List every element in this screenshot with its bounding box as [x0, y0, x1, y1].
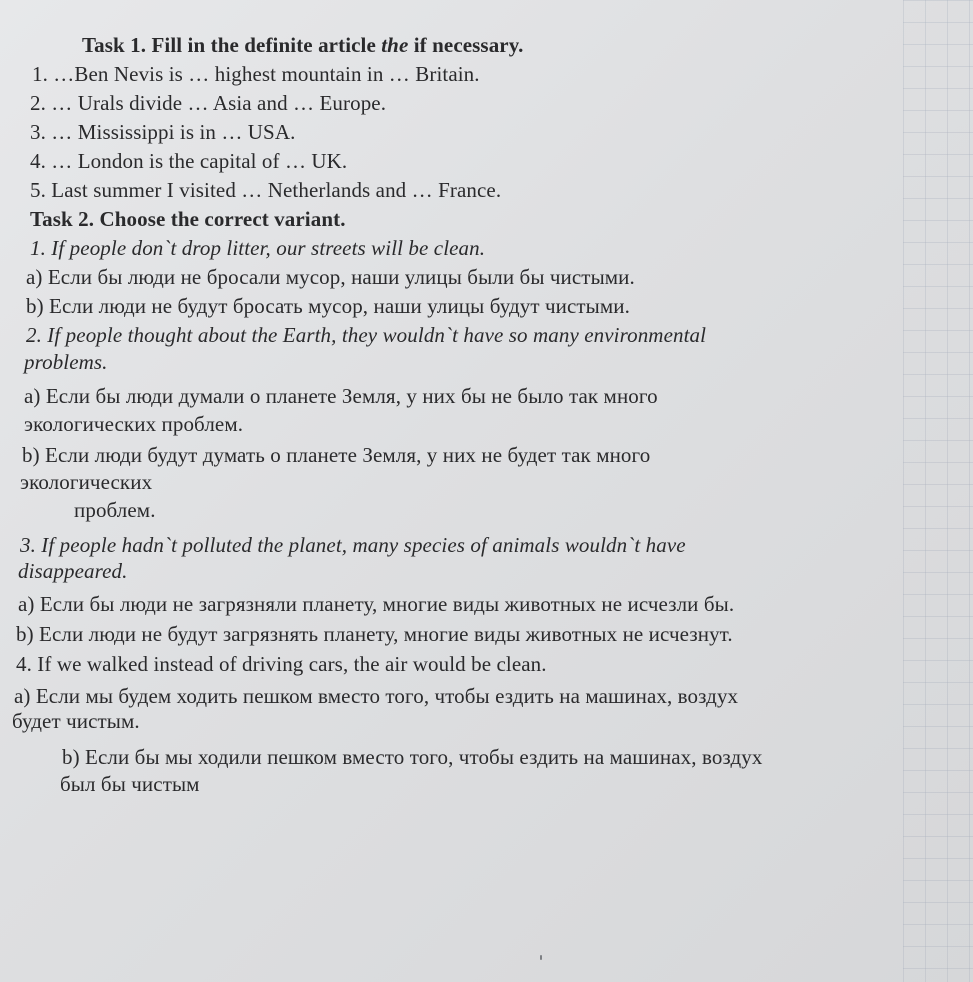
task1-item-5: 5. Last summer I visited … Netherlands and … France. [30, 178, 502, 202]
task2-q3-option-a: a) Если бы люди не загрязняли планету, многие виды животных не исчезли бы. [18, 592, 735, 616]
task1-title-prefix: Task 1. Fill in the definite article [82, 33, 382, 57]
task2-q2-option-b-line2: экологических [20, 470, 153, 494]
task1-title-suffix: if necessary. [408, 33, 524, 57]
task1-title [82, 32, 524, 58]
task2-title: Task 2. Choose the correct variant. [30, 207, 346, 231]
task2-q4-question: 4. If we walked instead of driving cars, the air would be clean. [16, 652, 547, 676]
grid-paper-edge [903, 0, 973, 982]
task2-q4-option-a-line2: будет чистым. [12, 709, 140, 733]
task2-q3-option-b: b) Если люди не будут загрязнять планету, многие виды животных не исчезнут. [16, 622, 733, 646]
task1-title-emph: the [381, 33, 409, 57]
task2-q1-option-a: a) Если бы люди не бросали мусор, наши улицы были бы чистыми. [26, 265, 635, 289]
task1-item-4: 4. … London is the capital of … UK. [30, 149, 348, 173]
task2-q2-option-a-line2: экологических проблем. [24, 412, 244, 436]
task2-q2-question-line1: 2. If people thought about the Earth, they wouldn`t have so many environmental [26, 323, 707, 347]
task1-item-3: 3. … Mississippi is in … USA. [30, 120, 296, 144]
task2-q1-question: 1. If people don`t drop litter, our streets will be clean. [30, 236, 486, 260]
task2-q2-option-a-line1: a) Если бы люди думали о планете Земля, у них бы не было так много [24, 384, 658, 408]
task2-q2-option-b-line1: b) Если люди будут думать о планете Земля, у них не будет так много [22, 443, 651, 467]
task2-q1-option-b: b) Если люди не будут бросать мусор, наши улицы будут чистыми. [26, 294, 630, 318]
task1-item-2: 2. … Urals divide … Asia and … Europe. [30, 91, 387, 115]
task2-q3-question-line1: 3. If people hadn`t polluted the planet, many species of animals wouldn`t have [20, 533, 686, 557]
task1-item-1: 1. …Ben Nevis is … highest mountain in … Britain. [32, 62, 480, 86]
task2-q4-option-b-line1: b) Если бы мы ходили пешком вместо того, чтобы ездить на машинах, воздух [62, 745, 763, 769]
task2-q2-question-line2: problems. [24, 350, 108, 374]
task2-q4-option-b-line2: был бы чистым [60, 772, 200, 796]
task2-q2-option-b-line3: проблем. [74, 498, 156, 522]
paper-speck [540, 955, 542, 960]
task2-q4-option-a-line1: a) Если мы будем ходить пешком вместо того, чтобы ездить на машинах, воздух [14, 684, 739, 708]
task2-q3-question-line2: disappeared. [18, 559, 128, 583]
